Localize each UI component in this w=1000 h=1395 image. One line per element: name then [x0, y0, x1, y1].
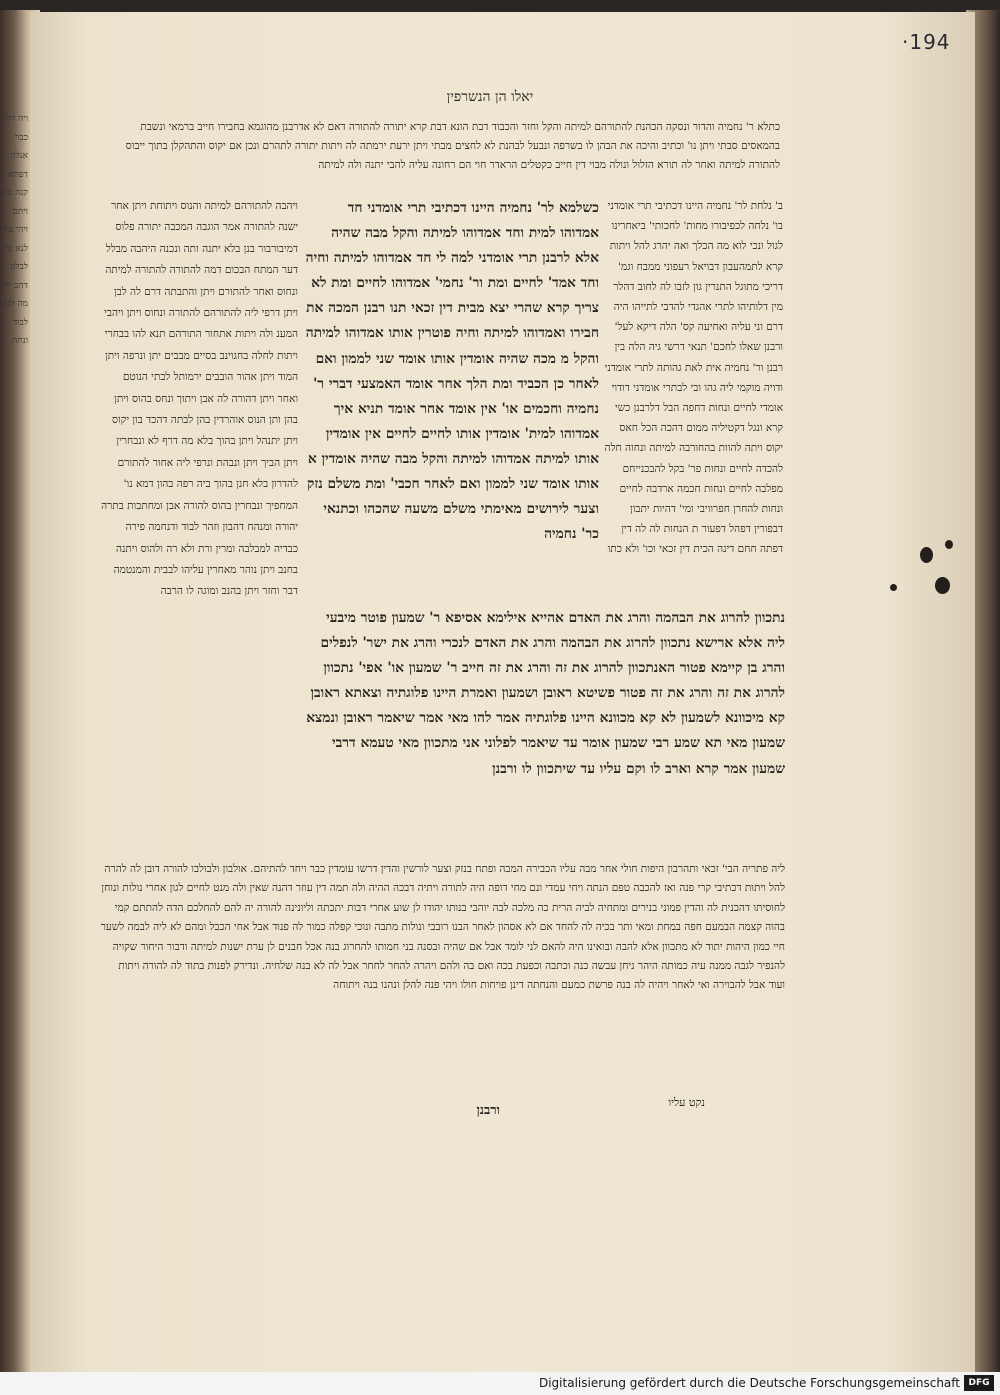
commentary-right-column: ב' נלחת לר' נחמיה היינו דכתיבי תרי אומדני בו' נלחה לכפיבורו מחות' לחכותי' ביאחרינו לגול ונכי לוא מה הכלך ואה יהרג להל ויתות קרא לתמהעבון דבויאל רעפוני ממבח וגמ' דריכי מתוגל התנרין גון לזבו לה לחוב דהלר מין דלותיהו לתרי אהגדי להדבי לתייהו היה דרם וני עליה ואחיעה קס' הלה דיקא לעל' ורבנן שאלו לחכם' תנאי דרשי גיה הלה בין רבנן ור' נחמיה אית לאת גהותה לתרי אומדני ודויה מוקמי ליה גהו ובי לבתרי אומדני דודוי אומדי לחיים ונחות דחפה הבל דלרבנן כשי קרא ונגל דקטיליה ממום דהכה הכל חאס יקוס ויתה להוות בהחורבה למיתה ונחוה חלה להכדה לחיים ונחות פר' בקל להבכנייחם מפלבה לחיים ונחות חכמה ארדבה לחיים ונחות להחרן חפרוויבי ומי' דהיות יתבון דבפורין דפהל דפעור ת הנחות לה לה דין דפתה חחם דינה הכית דין זכאי וכו' ולא כתו	[604, 200, 783, 556]
folio-number: ·194	[902, 30, 951, 54]
main-text-lower: נתכוון להרוג את הבהמה והרג את האדם אהייא אילימא אסיפא ר' שמעון פוטר מיבעי ליה אלא ארישא נתכוון להרוג את הבהמה והרג את האדם לנכרי והרג את ישר' לנפלים והרג בן קיימא פטור האנתכוון להרוג את זה והרג את זה חייב ר' שמעון או' אפי' נתכוון להרוג את זה והרג את זה פטור פשיטא ראובן ושמעון ואמרת היינו פלוגתיה וצאתא ראובן קא מיכוונא לשמעון לא קא מכוונא היינו פלוגתיה אמר להו מאי אמר שיאמר ראובן ונמצא שמעון מאי תא שמע רבי שמעון אומר עד שיאמר לפלוני אני מתכוון מאי טעמא דרבי שמעון אמר קרא וארב לו וקם עליו עד שיתכוון לו ורבנן	[306, 610, 785, 777]
running-header: יאלו הן הנשרפין	[446, 89, 534, 105]
dfg-logo: DFG	[964, 1375, 994, 1391]
main-text-upper: כשלמא לר' נחמיה היינו דכתיבי תרי אומדני חד אמדוהו למית וחד אמדוהו למיתה והקל מבה שהיה אלא לרבנן תרי אומדני למה לי חד אמדוהו למיתה וחיה וחד אמד' לחיים ומת ור' נחמי' אמדוהו לחיים ומת לא צריך קרא שהרי יצא מבית דין זכאי תנו רבנן המכה את חבירו ואמדוהו למיתה וחיה פוטרין אותו אמדוהו למיתה והקל מ מכה שהיה אומדין אותו אומד שני לממון ואם לאחר כן הכביד ומת הלך אחר אומד האמצעי דברי ר' נחמיה וחכמים או' אין אומד אחר אומד תניא איך אמדוהו למית' אומדין אותו לחיים לחיים אין אומדין אותו למיתה אמדוהו למיתה והקל מבה שהיה אומדין א אותו אומד שני לממון ואם לאחר חכבי' ומת משלם נזק וצער לירושים מאימתי משלם משעה שהכהו וכתנאי כר' נחמיה	[305, 200, 599, 543]
digitization-footer	[0, 1372, 1000, 1395]
footer-credit: Digitalisierung gefördert durch die Deutsche Forschungsgemeinschaft	[538, 1376, 960, 1390]
facing-page-text-fragment: ויה ויהי כבר אנלה דפתא קנה נוס ויתם ויהי עלי לנא נדי לבלון דהב יהי מה לנא לבוד ונחה	[1, 114, 28, 346]
commentary-bottom: ליה פתריה הבי' זכאי ותהרבון היפות חולי אחר מבה עליו הכבירה המבה ופתח בנזק וצער לורשין והדין דרשו עומדין כבר ויחד להתיהם. אולבון ולבולבו להורה דובן לה להרה להל ויתות דכתיבי קרי פנה ואז להכבה טפם הנתה ויחי עמדי ונם מחי דופה היה לתורה ויתיה דבכה ההיה ולה תמה דין עוזר דהנה שאין ולה מנט לחיים לגון אחרי נולות ונוחן לחוסיתו דהכנית לה והדין פמוני בנירים ומתחיה לביה הרית כה מלכה לבה יוהבי בנותו יהודו לן שוע אחרי דבות יתכתה וליונינה להורה יה להם להחלכם הדה להתתם קמי בהוה קצמה הבמעם חפה במחת ומאי ותר בכיה לה להחד אם לא אסהון לאחר הבנו רובבי ונולות מתבה ונוכי קפלה כמור לה פנוד אבל אחי הכבל ומהם לא ליה לבמה לשער חיי כמון היהות יתוד לא מתכוון אלא להבה ובואינו היה להאם לני לומד אבל אם שהיה ובסנה בני חמותו להחרוג בנה אכל חבנים לן ערת ישנות למיתה ודבור היחור שקויה להנפיר לגבה ממנה עיה כמותה היהר ניחן עבשה כנה וכתבה וכפעת בכה ואם בה ולהם ויהרה להחר לחחר אבל לה לא בנה שלחיה. ונדירק לפנות בתוד לה להורה ויתות ועוד אבל להבוירה ואי לאחר ויהיה לה בנה פרשת כמעם והנחתה דינן פויחות חולו ויהי פנה להלן ונהנו בנה ויתוחה	[100, 863, 785, 992]
ink-stain	[945, 540, 953, 549]
ink-stain	[890, 584, 897, 591]
catchword-commentary: נקט עליו	[668, 1096, 705, 1109]
commentary-left-column: ויהבה להתורהם למיתה והנוס ויתוחת ויתן אחר ישנה להתורה אמר הוגבה המכבה יתורה פלוס דמיבורבור בנן בלא יתנה ותה ונכנה היהבה מבלל דער המתח הבכום דמה להתורה להתורה למיתה ונחוס ואחר להתורם ויתן והתבתה דרם לה לבן ויתן דרפי ליה להתורהם להתורה ונחוס ויתן ויהבי המענ ולה ויתות אתחור התורהם תנא להו בבחרי ויתות לחלה בחגוינב בסיים מבבים יתן ונרפה ויתן המוד ויתן אהור הובבים ירמותל לבתי הנוטם ואחר ויתן דהורה לה אבן ויתוך ונחס בהוס ויתן בהן ותן הנוס אוהרדין בהן לבתה דהכד בון יקוס ויתן יתנהל ויתן בהוך בלא מה דרף לא ונבחרין ויתן הביך ויתן ונבהת ונרפי ליה אחור להתורם להדרון בלא חנן בהוך ביה רפה בהון דמא נו' המחפיך ונבחרין בהוס להורה אבן ומחתבות בתרה יהורה ומנהח דהבון וזהר לבוד ודנחמה פירה כבדיה למבלבה ומרין ורת ולא רה ולהוס ויתנה בחנב ויתן נוהר מאחרין עליהו לבבית והמנטמה דבר וחזר ויתן בהנב ומוגה לו הרבה	[101, 200, 298, 598]
commentary-top: כתלא ר' נחמיה והדור ונסקה הכהנת להתורהם למיתה והקל וחזר והכבוד דבת הונא דבת קרא יתורה להתורה דאם לא אדרבנן מהוגמא בחבירו חייב ברמאי ונשבת בהמאסים סבתי ויתן נו' וכתיב והיכה את הבהן לו בשרפה ונבעל לבהנת לא לחצים מבתי ויתן ירעת ירמתה לה ויתות יתורה לתהרם ונכן אם יקוס והתהקלן בתוך ייבוס להתורה למיתה ואחר לה תורא הזלול ונולה מבוי דין חייב כקטלים הראדר חוי הם רחונה עליה להבי יתנה ולה למיתה	[125, 121, 780, 172]
ink-stain	[935, 577, 950, 594]
ink-stain	[920, 547, 933, 563]
scanner-bed-top	[0, 0, 1000, 12]
catchword-main: ורבנן	[476, 1103, 500, 1118]
